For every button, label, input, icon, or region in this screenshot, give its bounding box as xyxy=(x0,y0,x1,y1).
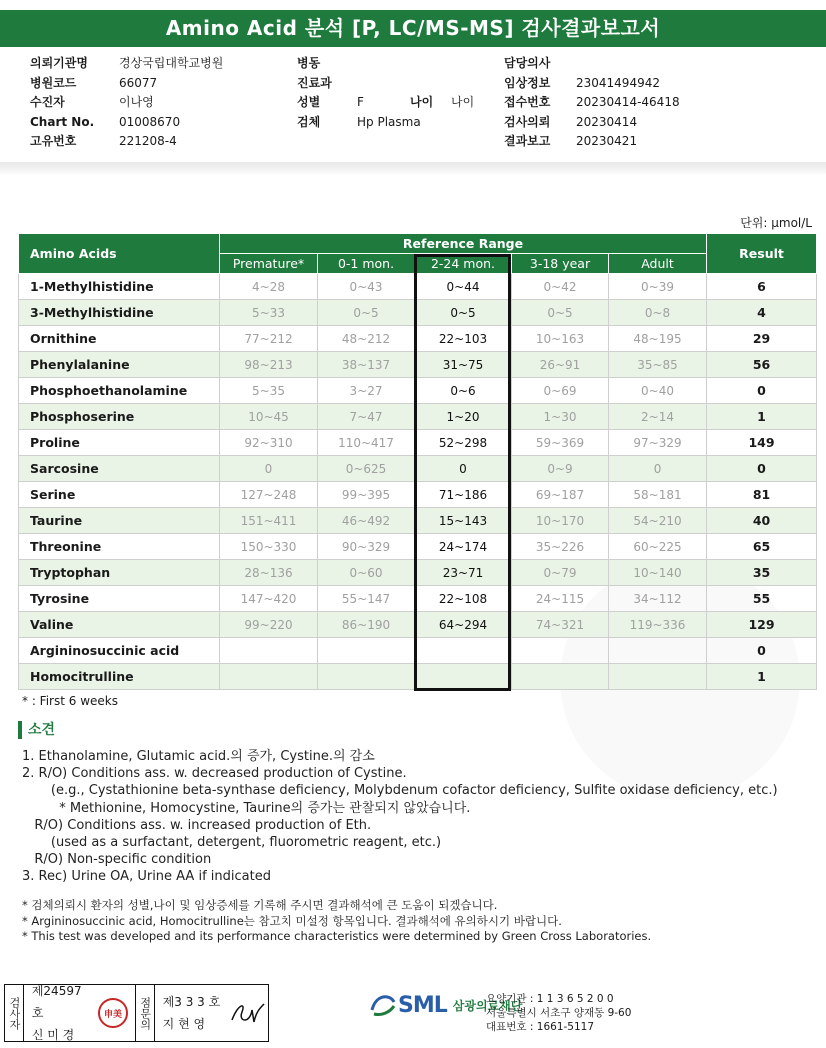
opinion-title: 소견 xyxy=(18,721,55,739)
reference-range-cell: 59~369 xyxy=(512,430,609,456)
result-value: 0 xyxy=(707,456,817,482)
reference-range-cell: 15~143 xyxy=(415,508,512,534)
table-row xyxy=(19,430,817,456)
reference-range-cell: 0 xyxy=(415,456,512,482)
table-row xyxy=(19,612,817,638)
result-value: 0 xyxy=(707,378,817,404)
reference-range-cell: 26~91 xyxy=(512,352,609,378)
report-title: Amino Acid 분석 [P, LC/MS-MS] 검사결과보고서 xyxy=(0,10,826,47)
reference-range-cell: 86~190 xyxy=(318,612,415,638)
table-row xyxy=(19,508,817,534)
sex-label: 성별 xyxy=(297,95,321,109)
signature-box xyxy=(4,984,269,1042)
reference-range-cell: 97~329 xyxy=(609,430,707,456)
result-value: 40 xyxy=(707,508,817,534)
ref-premature-header: Premature* xyxy=(220,254,318,274)
result-value: 29 xyxy=(707,326,817,352)
info-label: 임상정보 xyxy=(504,75,551,90)
opinion-text: 1. Ethanolamine, Glutamic acid.의 증가, Cystine.의 감소 2. R/O) Conditions ass. w. decreased production of Cystine. (e.g., Cystathionine beta-synthase deficiency, Molybdenum cofactor deficiency, Sulfite oxidase deficiency, etc.) * Methionine, Homocystine, Taurine의 증가는 관찰되지 않았습니다. R/O) Conditions ass. w. increased production of Eth. (used as a surfactant, detergent, fluorometric reagent, etc.) R/O) Non-specific condition 3. Rec) Urine OA, Urine AA if indicated xyxy=(22,749,778,885)
reference-range-cell: 1~20 xyxy=(415,404,512,430)
reference-range-cell: 0~39 xyxy=(609,274,707,300)
specimen-label: 검체 xyxy=(297,114,321,129)
result-value: 6 xyxy=(707,274,817,300)
reference-range-cell: 0~69 xyxy=(512,378,609,404)
table-row xyxy=(19,586,817,612)
info-label: 담당의사 xyxy=(504,56,551,70)
reviewer-signature xyxy=(228,985,268,1041)
report-notes: * 검체의뢰시 환자의 성별,나이 및 임상증세를 기록해 주시면 결과해석에 큰 도움이 되겠습니다. * Argininosuccinic acid, Homocitrulline는 참고치 미설정 항목입니다. 결과해석에 유의하시기 바랍니다. * This test was developed and its performance characteristics were determined by Green Cross Laboratories. xyxy=(22,898,652,943)
examiner-vertical-label xyxy=(5,985,24,1041)
reference-range-cell: 99~220 xyxy=(220,612,318,638)
reference-range-cell: 147~420 xyxy=(220,586,318,612)
reference-range-cell xyxy=(512,638,609,664)
table-row xyxy=(19,664,817,690)
info-value: 221208-4 xyxy=(119,134,177,148)
amino-acid-table xyxy=(18,233,817,690)
reference-range-cell: 64~294 xyxy=(415,612,512,638)
reference-range-cell: 0~5 xyxy=(415,300,512,326)
reference-range-cell: 0~9 xyxy=(512,456,609,482)
reference-range-cell: 4~28 xyxy=(220,274,318,300)
amino-acid-name: Threonine xyxy=(19,534,220,560)
info-label: 접수번호 xyxy=(504,95,551,109)
reference-range-cell: 0~44 xyxy=(415,274,512,300)
reference-range-cell: 35~85 xyxy=(609,352,707,378)
result-value: 65 xyxy=(707,534,817,560)
info-label: 수진자 xyxy=(30,95,65,109)
info-label: 고유번호 xyxy=(30,134,77,148)
result-value: 1 xyxy=(707,664,817,690)
amino-acid-name: 3-Methylhistidine xyxy=(19,300,220,326)
reference-range-cell: 0~42 xyxy=(512,274,609,300)
reference-range-cell: 10~45 xyxy=(220,404,318,430)
reference-range-cell: 0~60 xyxy=(318,560,415,586)
info-value: 경상국립대학교병원 xyxy=(119,56,224,70)
reference-range-cell: 24~174 xyxy=(415,534,512,560)
reference-range-cell: 35~226 xyxy=(512,534,609,560)
reference-range-cell: 10~163 xyxy=(512,326,609,352)
signature-scribble-icon xyxy=(228,998,268,1028)
reference-range-cell: 34~112 xyxy=(609,586,707,612)
reference-range-cell: 22~103 xyxy=(415,326,512,352)
lab-phone: 대표번호 : 1661-5117 xyxy=(486,1021,595,1033)
reference-range-cell: 90~329 xyxy=(318,534,415,560)
reference-range-cell: 71~186 xyxy=(415,482,512,508)
reference-range-cell xyxy=(220,638,318,664)
reference-range-cell: 24~115 xyxy=(512,586,609,612)
col-result-header: Result xyxy=(707,234,817,274)
amino-acid-name: 1-Methylhistidine xyxy=(19,274,220,300)
col-reference-header: Reference Range xyxy=(220,234,707,254)
reference-range-cell: 38~137 xyxy=(318,352,415,378)
reference-range-cell: 46~492 xyxy=(318,508,415,534)
reference-range-cell: 77~212 xyxy=(220,326,318,352)
reviewer-license: 제3 3 3 호 xyxy=(162,995,221,1009)
ref-2-24mon-header: 2-24 mon. xyxy=(415,254,512,274)
info-value: 20230414 xyxy=(576,114,638,129)
amino-acid-name: Phosphoethanolamine xyxy=(19,378,220,404)
reviewer-vertical-label xyxy=(136,985,155,1041)
reference-range-cell: 119~336 xyxy=(609,612,707,638)
reference-range-cell xyxy=(609,664,707,690)
table-row xyxy=(19,300,817,326)
info-value: 20230421 xyxy=(576,134,638,148)
reference-range-cell: 0~79 xyxy=(512,560,609,586)
reference-range-cell: 0 xyxy=(220,456,318,482)
ref-adult-header: Adult xyxy=(609,254,707,274)
dept-label: 진료과 xyxy=(297,75,332,90)
reference-range-cell: 52~298 xyxy=(415,430,512,456)
info-value: 20230414-46418 xyxy=(576,95,680,109)
table-row xyxy=(19,534,817,560)
result-value: 149 xyxy=(707,430,817,456)
reference-range-cell: 0~6 xyxy=(415,378,512,404)
amino-acid-name: Valine xyxy=(19,612,220,638)
table-row xyxy=(19,378,817,404)
result-value: 55 xyxy=(707,586,817,612)
patient-info-middle xyxy=(297,54,474,132)
table-footnote: * : First 6 weeks xyxy=(22,694,118,708)
reference-range-cell: 110~417 xyxy=(318,430,415,456)
amino-acid-name: Serine xyxy=(19,482,220,508)
amino-acid-name: Taurine xyxy=(19,508,220,534)
reference-range-cell xyxy=(415,638,512,664)
reference-range-cell: 127~248 xyxy=(220,482,318,508)
reviewer-info xyxy=(155,985,228,1041)
reference-range-cell: 150~330 xyxy=(220,534,318,560)
table-row xyxy=(19,456,817,482)
info-value: 01008670 xyxy=(119,114,181,129)
amino-acid-name: Proline xyxy=(19,430,220,456)
examiner-license: 제24597호 xyxy=(31,984,82,1020)
info-label: 검사의뢰 xyxy=(504,114,551,129)
ward-label: 병동 xyxy=(297,56,321,70)
info-value: 23041494942 xyxy=(576,75,660,90)
amino-acid-name: Ornithine xyxy=(19,326,220,352)
reviewer-v-text: 점문의 xyxy=(138,996,152,1030)
reference-range-cell: 48~195 xyxy=(609,326,707,352)
reference-range-cell xyxy=(512,664,609,690)
reference-range-cell: 10~170 xyxy=(512,508,609,534)
info-label: 결과보고 xyxy=(504,134,551,148)
lab-org-name: 삼광의료재단 xyxy=(452,998,523,1013)
reference-range-cell xyxy=(318,638,415,664)
reference-range-cell: 0~5 xyxy=(512,300,609,326)
info-label: 병원코드 xyxy=(30,75,77,90)
examiner-info xyxy=(24,985,91,1041)
reference-range-cell: 99~395 xyxy=(318,482,415,508)
reference-range-cell: 0 xyxy=(609,456,707,482)
info-label: 의뢰기관명 xyxy=(30,56,88,70)
result-value: 35 xyxy=(707,560,817,586)
reference-range-cell: 0~43 xyxy=(318,274,415,300)
reference-range-cell: 5~35 xyxy=(220,378,318,404)
reference-range-cell: 0~40 xyxy=(609,378,707,404)
reference-range-cell: 1~30 xyxy=(512,404,609,430)
table-row xyxy=(19,274,817,300)
reference-range-cell: 10~140 xyxy=(609,560,707,586)
reference-range-cell: 54~210 xyxy=(609,508,707,534)
table-row xyxy=(19,638,817,664)
result-value: 129 xyxy=(707,612,817,638)
table-row xyxy=(19,560,817,586)
age-value: 나이 xyxy=(451,95,475,109)
reference-range-cell: 2~14 xyxy=(609,404,707,430)
table-row xyxy=(19,352,817,378)
ref-3-18year-header: 3-18 year xyxy=(512,254,609,274)
reference-range-cell: 0~8 xyxy=(609,300,707,326)
reviewer-name: 지 현 영 xyxy=(162,1017,206,1031)
table-row xyxy=(19,326,817,352)
table-row xyxy=(19,404,817,430)
age-label: 나이 xyxy=(410,95,434,109)
reference-range-cell: 151~411 xyxy=(220,508,318,534)
reference-range-cell: 7~47 xyxy=(318,404,415,430)
info-label: Chart No. xyxy=(30,114,95,129)
amino-acid-name: Tryptophan xyxy=(19,560,220,586)
reference-range-cell: 74~321 xyxy=(512,612,609,638)
sml-mark-icon xyxy=(368,990,398,1020)
result-value: 0 xyxy=(707,638,817,664)
amino-acid-name: Argininosuccinic acid xyxy=(19,638,220,664)
result-value: 56 xyxy=(707,352,817,378)
sex-value: F xyxy=(357,95,364,109)
reference-range-cell xyxy=(318,664,415,690)
info-value: 66077 xyxy=(119,75,158,90)
reference-range-cell: 0~625 xyxy=(318,456,415,482)
reference-range-cell: 60~225 xyxy=(609,534,707,560)
patient-info-right xyxy=(504,54,680,152)
reference-range-cell xyxy=(609,638,707,664)
reference-range-cell xyxy=(220,664,318,690)
specimen-value: Hp Plasma xyxy=(357,114,421,129)
reference-range-cell: 28~136 xyxy=(220,560,318,586)
info-value: 이나영 xyxy=(119,95,154,109)
lab-code: 요양기관 : 1 1 3 6 5 2 0 0 xyxy=(486,993,614,1005)
examiner-name: 신 미 경 xyxy=(31,1028,75,1042)
reference-range-cell: 22~108 xyxy=(415,586,512,612)
reference-range-cell: 0~5 xyxy=(318,300,415,326)
amino-acid-name: Tyrosine xyxy=(19,586,220,612)
reference-range-cell: 31~75 xyxy=(415,352,512,378)
examiner-seal-area xyxy=(91,985,136,1041)
unit-label: 단위: μmol/L xyxy=(740,216,812,230)
reference-range-cell: 3~27 xyxy=(318,378,415,404)
examiner-v-text: 검사자 xyxy=(7,996,21,1030)
reference-range-cell: 98~213 xyxy=(220,352,318,378)
reference-range-cell: 92~310 xyxy=(220,430,318,456)
ref-0-1mon-header: 0-1 mon. xyxy=(318,254,415,274)
section-divider xyxy=(0,162,826,174)
amino-acid-name: Phenylalanine xyxy=(19,352,220,378)
result-value: 4 xyxy=(707,300,817,326)
reference-range-cell: 69~187 xyxy=(512,482,609,508)
reference-range-cell: 48~212 xyxy=(318,326,415,352)
col-amino-header: Amino Acids xyxy=(19,234,220,274)
lab-address xyxy=(486,992,631,1034)
lab-street: 서울특별시 서초구 양재동 9-60 xyxy=(486,1007,632,1019)
reference-range-cell: 55~147 xyxy=(318,586,415,612)
reference-range-cell: 23~71 xyxy=(415,560,512,586)
patient-info-left xyxy=(30,54,223,152)
sml-logo-text: SML xyxy=(398,992,447,1018)
amino-acid-name: Sarcosine xyxy=(19,456,220,482)
result-value: 1 xyxy=(707,404,817,430)
table-row xyxy=(19,482,817,508)
examiner-seal-icon: 申美 xyxy=(98,998,128,1028)
reference-range-cell xyxy=(415,664,512,690)
reference-range-cell: 58~181 xyxy=(609,482,707,508)
amino-acid-name: Homocitrulline xyxy=(19,664,220,690)
amino-acid-name: Phosphoserine xyxy=(19,404,220,430)
reference-range-cell: 5~33 xyxy=(220,300,318,326)
result-value: 81 xyxy=(707,482,817,508)
